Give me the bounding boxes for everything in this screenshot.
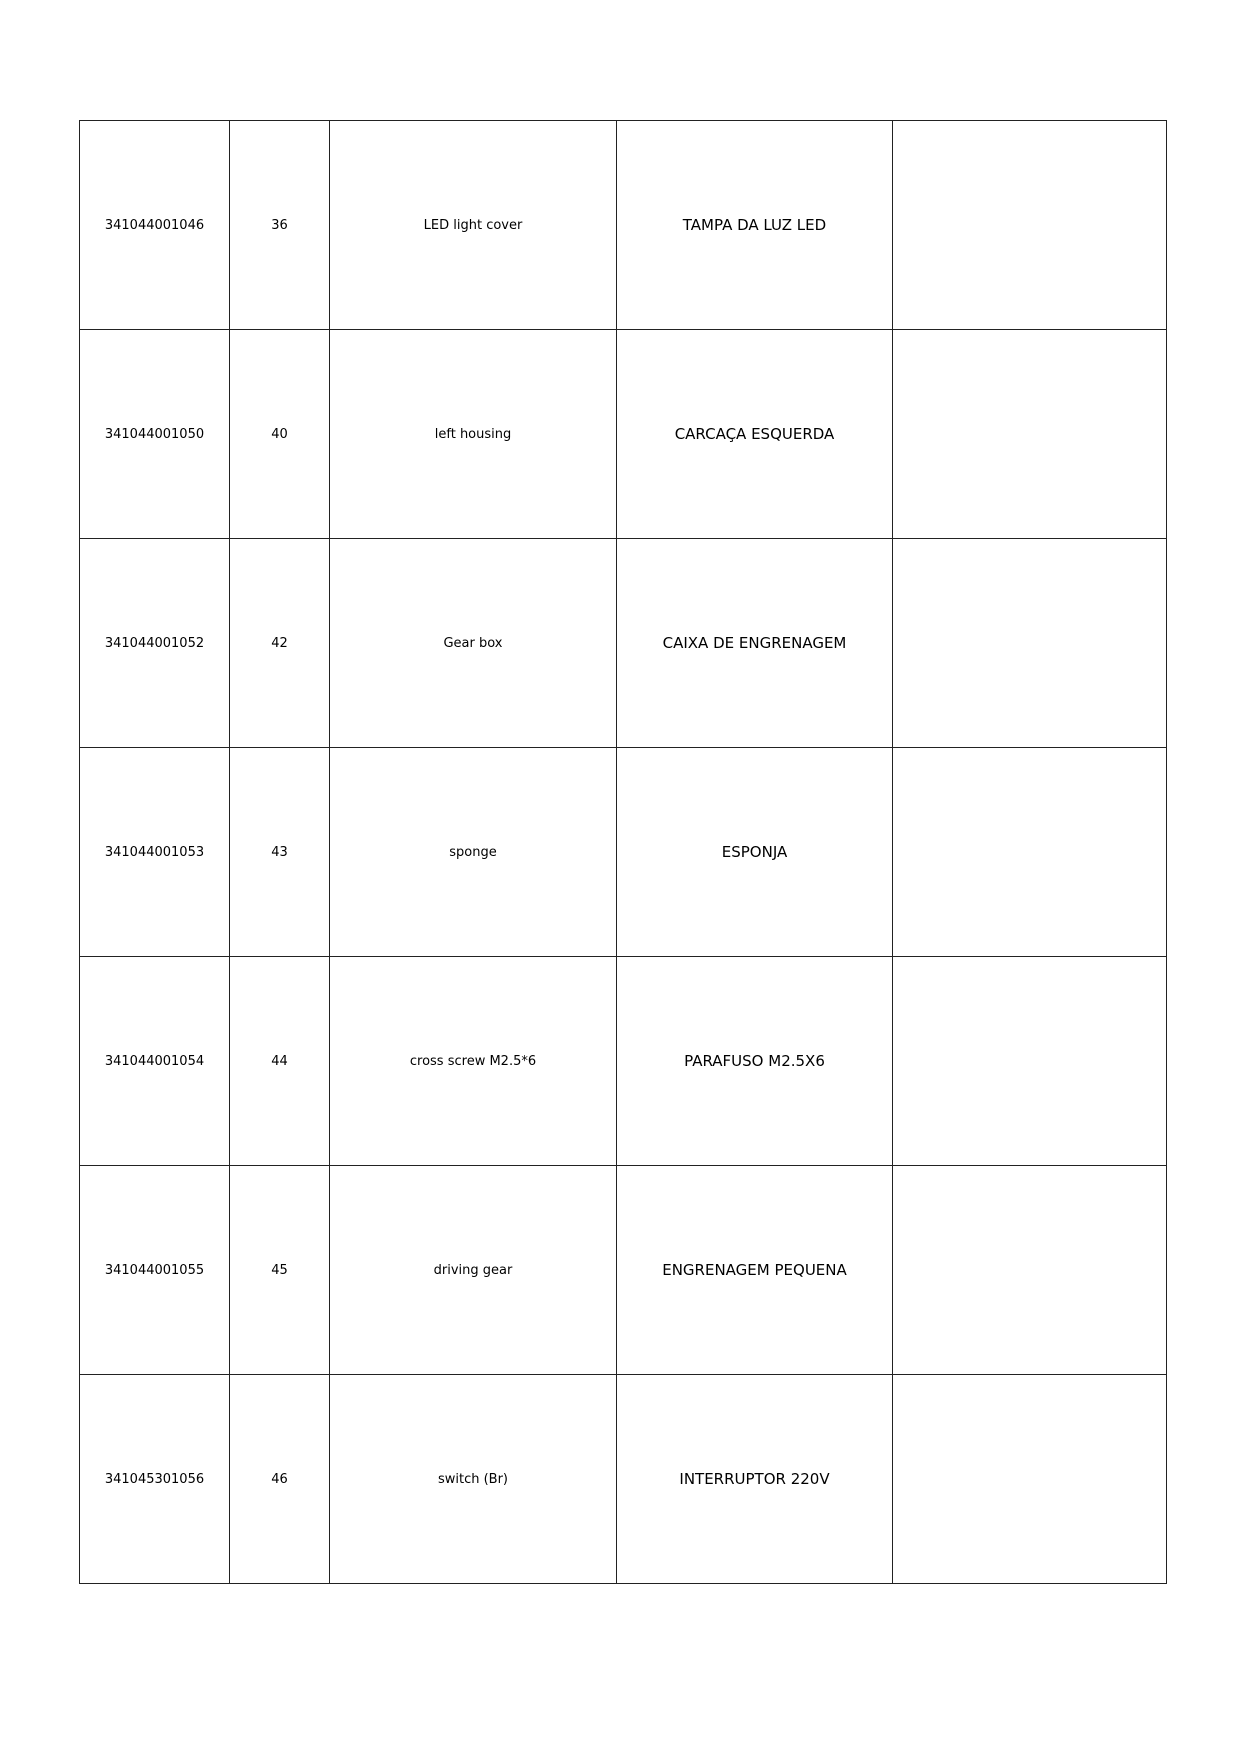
item-number-cell: 40 (230, 330, 330, 539)
table-row (80, 748, 1167, 957)
part-code-cell: 341044001055 (80, 1166, 230, 1375)
english-name-cell: Gear box (330, 539, 617, 748)
english-name-cell: switch (Br) (330, 1375, 617, 1584)
item-number-cell: 46 (230, 1375, 330, 1584)
item-number-cell: 44 (230, 957, 330, 1166)
item-number-cell: 42 (230, 539, 330, 748)
table-row (80, 539, 1167, 748)
item-number-cell: 45 (230, 1166, 330, 1375)
english-name-cell: driving gear (330, 1166, 617, 1375)
table-row (80, 330, 1167, 539)
notes-cell (893, 1375, 1167, 1584)
english-name-cell: left housing (330, 330, 617, 539)
english-name-cell: sponge (330, 748, 617, 957)
notes-cell (893, 330, 1167, 539)
part-code-cell: 341044001046 (80, 121, 230, 330)
table-row (80, 1375, 1167, 1584)
notes-cell (893, 121, 1167, 330)
table-row (80, 121, 1167, 330)
portuguese-name-cell: ESPONJA (617, 748, 893, 957)
item-number-cell: 43 (230, 748, 330, 957)
notes-cell (893, 1166, 1167, 1375)
parts-table-body (80, 121, 1167, 1584)
portuguese-name-cell: ENGRENAGEM PEQUENA (617, 1166, 893, 1375)
portuguese-name-cell: CARCAÇA ESQUERDA (617, 330, 893, 539)
part-code-cell: 341044001053 (80, 748, 230, 957)
parts-table (79, 120, 1167, 1584)
notes-cell (893, 957, 1167, 1166)
notes-cell (893, 539, 1167, 748)
portuguese-name-cell: PARAFUSO M2.5X6 (617, 957, 893, 1166)
english-name-cell: LED light cover (330, 121, 617, 330)
notes-cell (893, 748, 1167, 957)
portuguese-name-cell: TAMPA DA LUZ LED (617, 121, 893, 330)
portuguese-name-cell: CAIXA DE ENGRENAGEM (617, 539, 893, 748)
part-code-cell: 341044001052 (80, 539, 230, 748)
part-code-cell: 341045301056 (80, 1375, 230, 1584)
part-code-cell: 341044001050 (80, 330, 230, 539)
english-name-cell: cross screw M2.5*6 (330, 957, 617, 1166)
item-number-cell: 36 (230, 121, 330, 330)
table-row (80, 1166, 1167, 1375)
portuguese-name-cell: INTERRUPTOR 220V (617, 1375, 893, 1584)
part-code-cell: 341044001054 (80, 957, 230, 1166)
table-row (80, 957, 1167, 1166)
